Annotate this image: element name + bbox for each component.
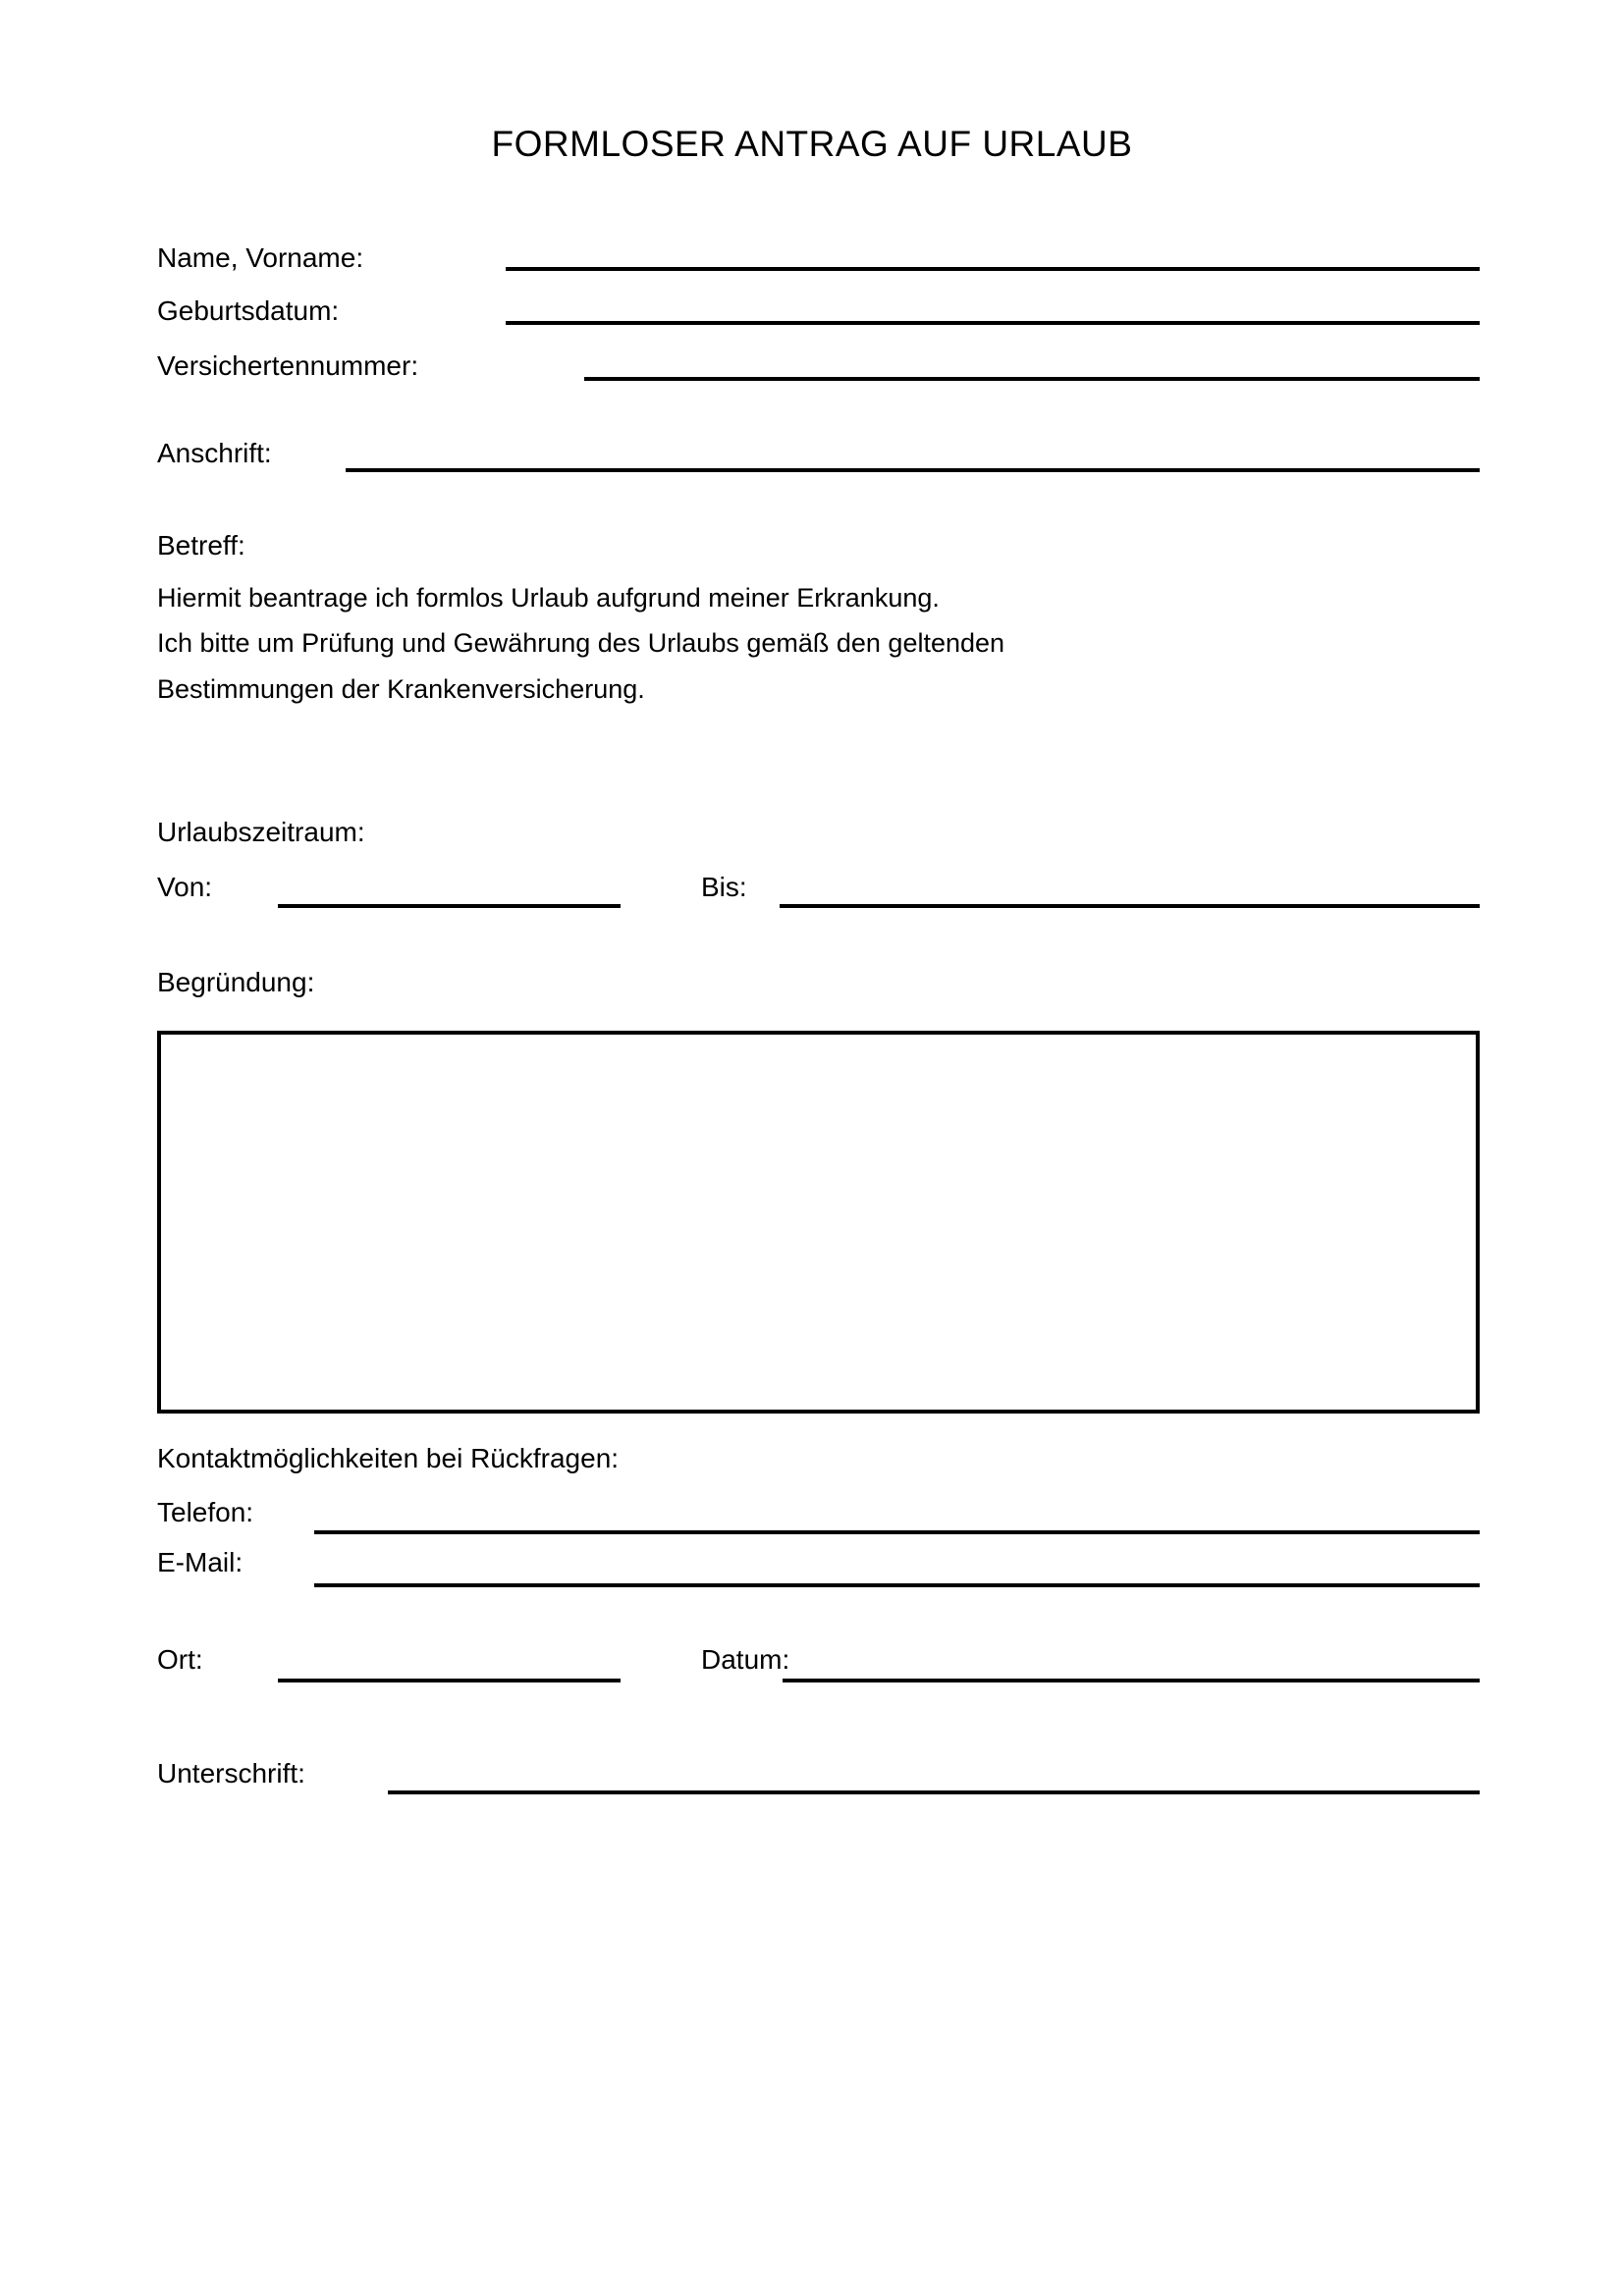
- subject-body-line: Hiermit beantrage ich formlos Urlaub aufgrund meiner Erkrankung.: [157, 583, 940, 613]
- address-field[interactable]: [346, 439, 1480, 472]
- name-field[interactable]: [506, 238, 1480, 271]
- phone-label: Telefon:: [157, 1497, 254, 1527]
- insurance-number-label: Versichertennummer:: [157, 350, 419, 381]
- place-label: Ort:: [157, 1644, 203, 1675]
- birthdate-field[interactable]: [506, 292, 1480, 325]
- birthdate-label: Geburtsdatum:: [157, 295, 340, 326]
- reason-label: Begründung:: [157, 967, 315, 997]
- signature-field[interactable]: [388, 1761, 1480, 1794]
- subject-label: Betreff:: [157, 530, 245, 561]
- to-label: Bis:: [701, 872, 747, 902]
- insurance-number-field[interactable]: [584, 347, 1480, 381]
- name-label: Name, Vorname:: [157, 242, 364, 273]
- signature-label: Unterschrift:: [157, 1758, 305, 1789]
- reason-textbox[interactable]: [157, 1031, 1480, 1414]
- email-label: E-Mail:: [157, 1547, 244, 1577]
- from-date-field[interactable]: [278, 875, 621, 908]
- date-field[interactable]: [783, 1649, 1480, 1682]
- place-field[interactable]: [278, 1649, 621, 1682]
- date-label: Datum:: [701, 1644, 790, 1675]
- from-label: Von:: [157, 872, 213, 902]
- contact-section-label: Kontaktmöglichkeiten bei Rückfragen:: [157, 1443, 620, 1473]
- phone-field[interactable]: [314, 1501, 1480, 1534]
- page-title: FORMLOSER ANTRAG AUF URLAUB: [491, 124, 1133, 164]
- email-field[interactable]: [314, 1554, 1480, 1587]
- subject-body-line: Ich bitte um Prüfung und Gewährung des Urlaubs gemäß den geltenden: [157, 628, 1005, 658]
- subject-body-line: Bestimmungen der Krankenversicherung.: [157, 674, 645, 704]
- to-date-field[interactable]: [780, 875, 1480, 908]
- address-label: Anschrift:: [157, 438, 272, 468]
- vacation-period-label: Urlaubszeitraum:: [157, 817, 365, 847]
